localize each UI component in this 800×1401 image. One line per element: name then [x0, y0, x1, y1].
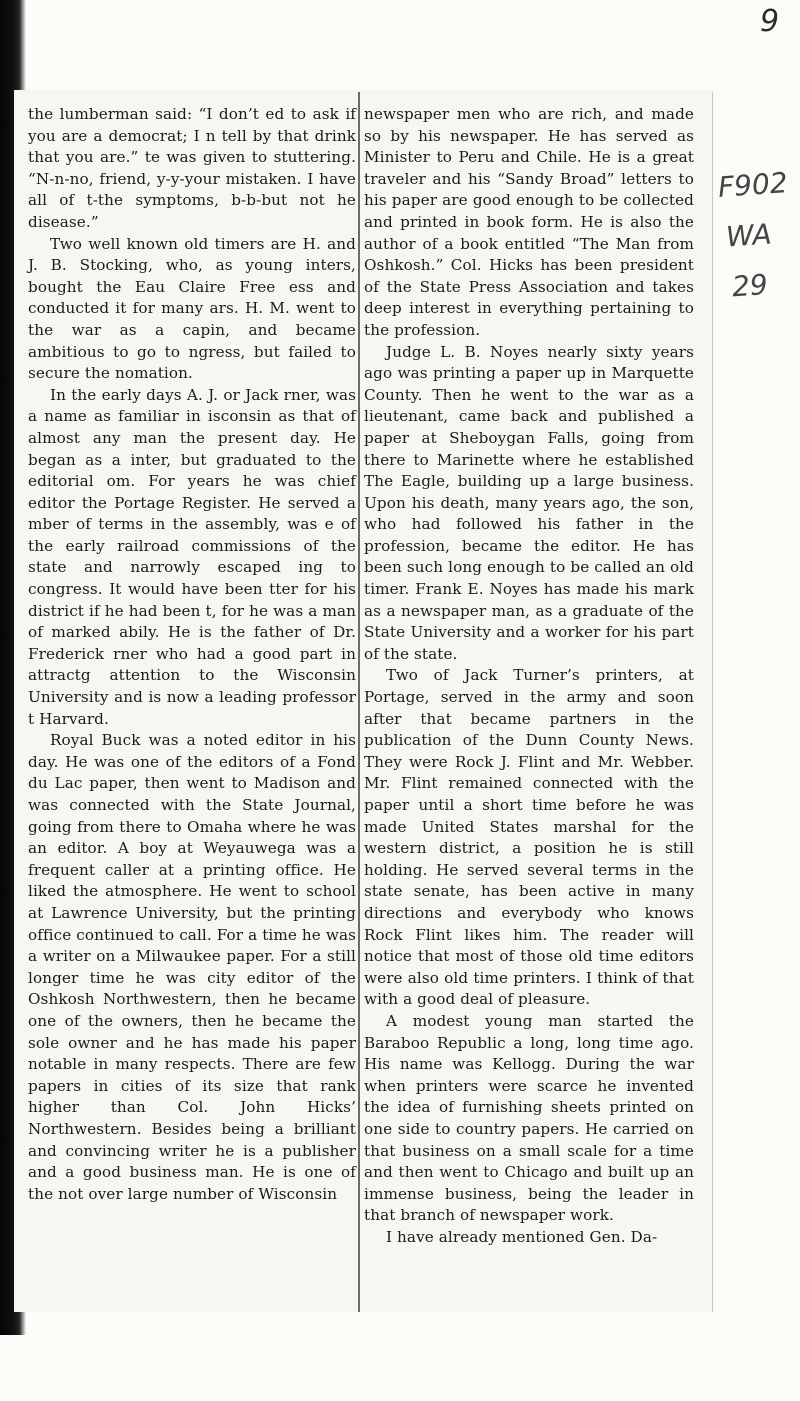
paragraph: Judge L. B. Noyes nearly sixty years ago was printing a paper up in Marquette County. Then he went to the war as a lieutenant, came back and published a paper at Sheboygan Falls, going from there to Marinette where he established The Eagle, building up a large business. Upon his death, many years ago, the son, who had followed his father in the profession, became the editor. He has been such long enough to be called an old timer. Frank E. Noyes has made his mark as a newspaper man, as a graduate of the State University and a worker for his part of the state. [364, 342, 694, 663]
paragraph: Royal Buck was a noted editor in his day. He was one of the editors of a Fond du Lac paper, then went to Madison and was connected with the State Journal, going from there to Omaha where he was an editor. A boy at Weyauwega was a frequent caller at a printing office. He liked the atmosphere. He went to school at Lawrence University, but the printing office continued to call. For a time he was a writer on a Milwaukee paper. For a still longer time he was city editor of the Oshkosh Northwestern, then he became one of the owners, then he became the sole owner and he has made his paper notable in many respects. There are few papers in cities of its size that rank higher than Col. John Hicks’ Northwestern. Besides being a brilliant and convincing writer he is a publisher and a good business man. He is one of the not over large number of Wisconsin [28, 731, 356, 1203]
right-column [364, 104, 694, 1248]
paragraph: the lumberman said: “I don’t ed to ask if you are a democrat; I n tell by that drink that you are.” te was given to stuttering. “N-n-no, friend, y-y-your mistaken. I have all of t-the symptoms, b-b-but not he disease.” [28, 105, 356, 231]
paragraph: I have already mentioned Gen. Da- [386, 1227, 658, 1246]
paragraph: Two of Jack Turner’s printers, at Portage, served in the army and soon after that became partners in the publication of the Dunn County News. They were Rock J. Flint and Mr. Webber. Mr. Flint remained connected with the paper until a short time before he was made United States marshal for the western district, a position he is still holding. He served several terms in the state senate, has been active in many directions and everybody who knows Rock Flint likes him. The reader will notice that most of those old time editors were also old time printers. I think of that with a good deal of pleasure. [364, 666, 694, 1009]
note-state-code: WA [724, 217, 773, 254]
clipping-edge [712, 92, 713, 1312]
paragraph: newspaper men who are rich, and made so by his newspaper. He has served as Minister to Peru and Chile. He is a great traveler and his “Sandy Broad” letters to his paper are good enough to be collected and printed in book form. He is also the author of a book entitled “The Man from Oshkosh.” Col. Hicks has been president of the State Press Association and takes deep interest in everything pertaining to the profession. [364, 105, 694, 339]
paragraph: Two well known old timers are H. and J. B. Stocking, who, as young inters, bought the Eau Claire Free ess and conducted it for many ars. H. M. went to the war as a capin, and became ambitious to go to ngress, but failed to secure the nomation. [28, 234, 356, 383]
handwritten-notes [714, 160, 800, 310]
column-divider [358, 92, 360, 1312]
paragraph: In the early days A. J. or Jack rner, was a name as familiar in isconsin as that of almost any man the present day. He began as a inter, but graduated to the editorial om. For years he was chief editor the Portage Register. He served a mber of terms in the assembly, was e of the early railroad commissions of the state and narrowly escaped ing to congress. It would have been tter for his district if he had been t, for he was a man of marked abily. He is the father of Dr. Frederick rner who had a good part in attractg attention to the Wisconsin University and is now a leading professor t Harvard. [28, 385, 356, 728]
note-catalog-code: F902 [716, 166, 789, 204]
paragraph: A modest young man started the Baraboo Republic a long, long time ago. His name was Kellogg. During the war when printers were scarce he invented the idea of furnishing sheets printed on one side to country papers. He carried on that business on a small scale for a time and then went to Chicago and built up an immense business, being the leader in that branch of newspaper work. [364, 1011, 694, 1225]
left-column [28, 104, 356, 1205]
note-volume-number: 29 [730, 267, 769, 304]
page-number: 9 [760, 4, 780, 39]
